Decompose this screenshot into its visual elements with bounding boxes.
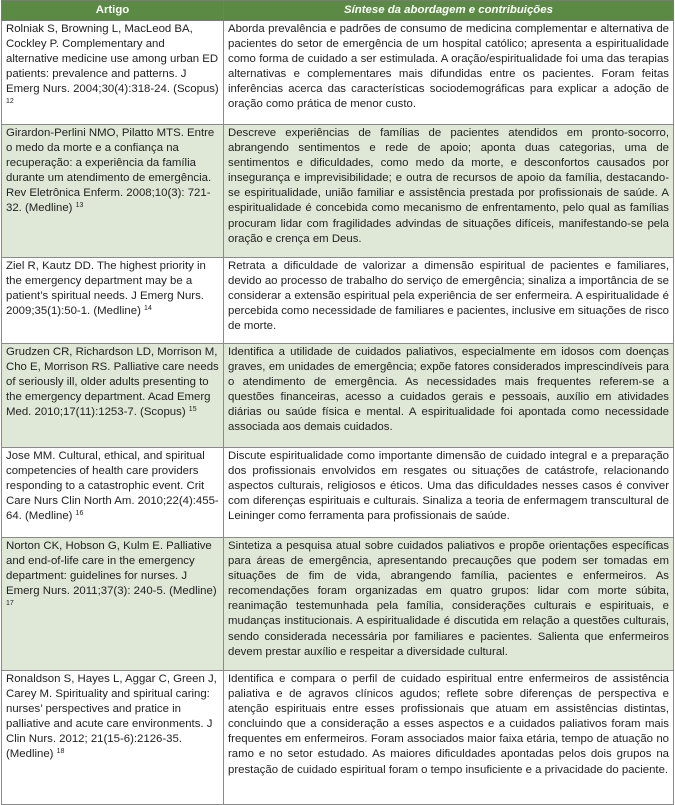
table-row: [2, 538, 674, 671]
reference-number: 16: [75, 510, 84, 518]
article-citation: Grudzen CR, Richardson LD, Morrison M, Cho E, Morrison RS. Palliative care needs of seriously ill, older adults presenting to the emergency department. Acad Emerg Med. 2010;17(11):1253-7. (Scopus): [6, 346, 219, 419]
reference-number: 15: [188, 406, 197, 414]
synthesis-cell: Sintetiza a pesquisa atual sobre cuidados paliativos e propõe orientações específicas para áreas de emergência, apresentando precauções que podem ser tomadas em situações de fim de vida, abrangendo família, pacientes e enfermeiros. As recomendações foram organizadas em quatro grupos: lidar com morte súbita, reanimação testemunhada pela família, considerações culturais e espirituais, e mudanças institucionais. A espiritualidade é discutida em relação a questões culturais, sendo considerada necessária por familiares e pacientes. Salienta que enfermeiros devem prestar auxílio e respeitar a diversidade cultural.: [224, 538, 674, 671]
reference-number: 13: [75, 202, 84, 210]
table-row: [2, 448, 674, 538]
article-cell: [2, 671, 224, 805]
synthesis-cell: Identifica e compara o perfil de cuidado espiritual entre enfermeiros de assistência paliativa e de agravos clínicos agudos; reflete sobre diferenças de perspectiva e atenção espirituais entre esses profissionais que atuam em assistências distintas, concluindo que a consideração a esses aspectos e a cuidados paliativos foram mais frequentes em enfermeiros. Foram associados maior faixa etária, tempo de atuação no ramo e no setor estudado. As maiores dificuldades apontadas pelos dois grupos na prestação de cuidado espiritual foram o tempo insuficiente e a privacidade do paciente.: [224, 671, 674, 805]
table-row: [2, 258, 674, 344]
column-header-article: Artigo: [2, 1, 224, 21]
reference-number: 18: [56, 748, 65, 756]
article-citation: Jose MM. Cultural, ethical, and spiritual competencies of health care providers responding to a catastrophic event. Crit Care Nurs Clin North Am. 2010;22(4):455-64. (Medline): [6, 450, 219, 523]
article-cell: [2, 448, 224, 538]
article-citation: Ronaldson S, Hayes L, Aggar C, Green J, Carey M. Spirituality and spiritual caring: nurses’ perspectives and pratice in palliative and acute care environments. J Clin Nurs. 2012; 21(15-6):2126-35. (Medline): [6, 673, 217, 761]
literature-review-table: [1, 0, 674, 805]
synthesis-cell: Discute espiritualidade como importante dimensão de cuidado integral e a preparação dos profissionais envolvidos em resgates ou situações de catástrofe, relacionando aspectos culturais, religiosos e éticos. Uma das dificuldades nesses casos é conviver com diferenças espirituais e culturais. Sinaliza a teoria de enfermagem transcultural de Leininger como ferramenta para profissionais de saúde.: [224, 448, 674, 538]
synthesis-cell: Descreve experiências de famílias de pacientes atendidos em pronto-socorro, abrangendo sentimentos e rede de apoio; aponta duas categorias, uma de sentimentos e dificuldades, como medo da morte, e desconfortos causados por insegurança e imprevisibilidade; e outra de recursos de apoio da família, destacando-se espiritualidade, união familiar e assistência prestada por profissionais de saúde. A espiritualidade é concebida como mecanismo de enfrentamento, pelo qual as famílias procuram lidar com fragilidades advindas de situações difíceis, manifestando-se pela oração e crença em Deus.: [224, 125, 674, 258]
synthesis-cell: Aborda prevalência e padrões de consumo de medicina complementar e alternativa de pacientes do setor de emergência de um hospital católico; apresenta a espiritualidade como forma de cuidado a ser estimulada. A oração/espiritualidade foi uma das terapias alternativas e complementares mais difundidas entre os pacientes. Foram feitas inferências acerca das características sociodemográficas para explicar a adoção de oração como prática de menor custo.: [224, 21, 674, 125]
reference-number: 12: [6, 98, 14, 106]
table-row: [2, 125, 674, 258]
synthesis-cell: Retrata a dificuldade de valorizar a dimensão espiritual de pacientes e familiares, devido ao processo de trabalho do serviço de emergência; sinaliza a importância de se considerar a extensão espiritual pela experiência de ser enfermeira. A espiritualidade é percebida como necessidade de familiares e pacientes, inclusive em situações de risco de morte.: [224, 258, 674, 344]
table-row: [2, 671, 674, 805]
table-header-row: [2, 1, 674, 21]
article-cell: [2, 258, 224, 344]
reference-number: 14: [144, 305, 152, 313]
reference-number: 17: [6, 600, 14, 608]
table-row: [2, 21, 674, 125]
article-cell: [2, 21, 224, 125]
article-citation: Norton CK, Hobson G, Kulm E. Palliative and end-of-life care in the emergency department: guidelines for nurses. J Emerg Nurs. 2011;37(3): 240-5. (Medline): [6, 540, 217, 598]
article-citation: Girardon-Perlini NMO, Pilatto MTS. Entre o medo da morte e a confiança na recuperação: a experiência da família durante um atendimento de emergência. Rev Eletrônica Enferm. 2008;10(3): 721-32. (Medline): [6, 127, 215, 215]
column-header-synthesis: Síntese da abordagem e contribuições: [224, 1, 674, 21]
article-cell: [2, 344, 224, 448]
synthesis-cell: Identifica a utilidade de cuidados paliativos, especialmente em idosos com doenças graves, em unidades de emergência; expõe fatores considerados imprescindíveis para o atendimento de emergência. As necessidades mais frequentes referem-se a questões financeiras, acesso a cuidados gerais e pessoais, auxílio em atividades diárias ou saúde física e mental. A espiritualidade foi apontada como necessidade associada aos demais cuidados.: [224, 344, 674, 448]
table-row: [2, 344, 674, 448]
article-cell: [2, 538, 224, 671]
article-cell: [2, 125, 224, 258]
article-citation: Rolniak S, Browning L, MacLeod BA, Cockley P. Complementary and alternative medicine use among urban ED patients: prevalence and patterns. J Emerg Nurs. 2004;30(4):318-24. (Scopus): [6, 23, 219, 96]
article-citation: Ziel R, Kautz DD. The highest priority in the emergency department may be a patient’s spiritual needs. J Emerg Nurs. 2009;35(1):50-1. (Medline): [6, 260, 206, 318]
